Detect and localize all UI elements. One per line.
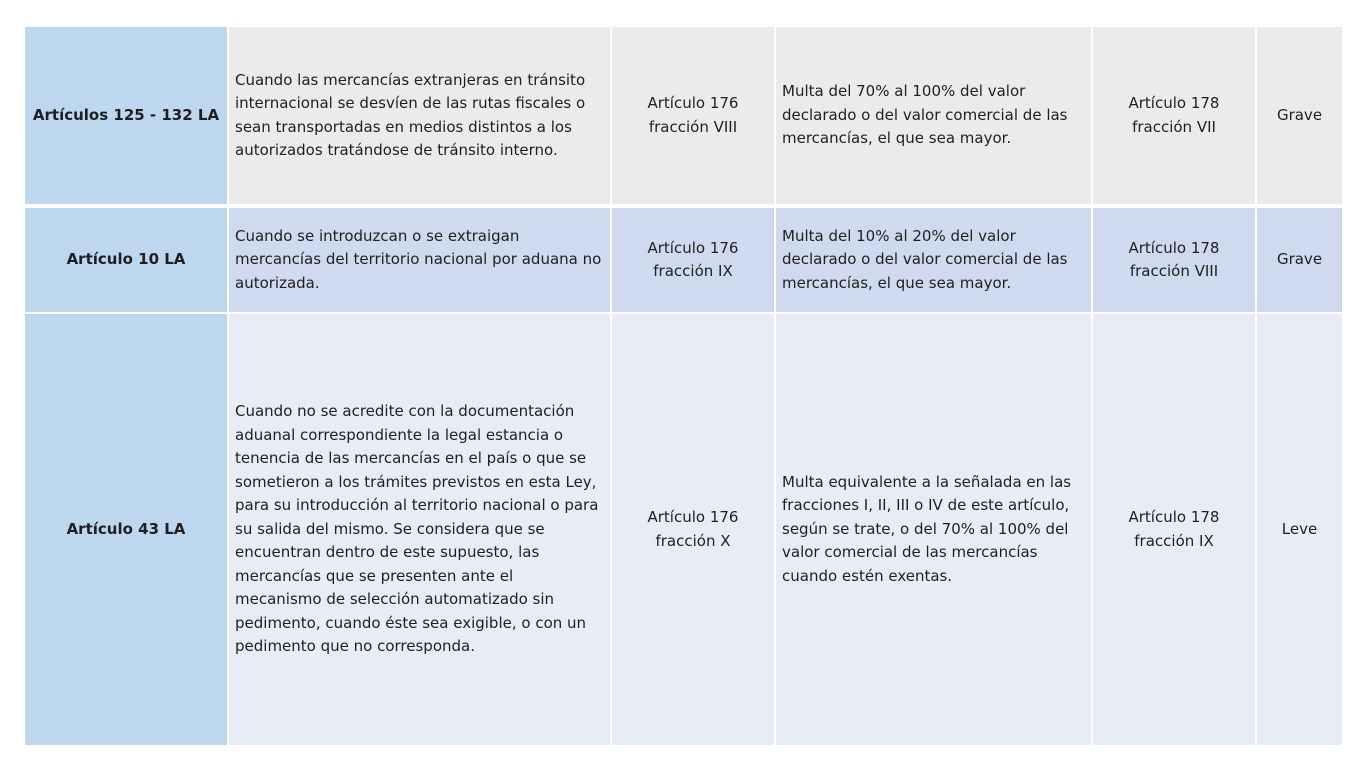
fundamento-infraccion-cell: Artículo 176 fracción X <box>611 313 775 745</box>
infractions-table <box>25 27 1342 745</box>
table-row <box>25 27 1342 206</box>
sancion-cell: Multa del 70% al 100% del valor declarado o del valor comercial de las mercancías, el que sea mayor. <box>775 27 1092 206</box>
gravedad-cell: Grave <box>1256 206 1342 313</box>
supuesto-cell: Cuando las mercancías extranjeras en tránsito internacional se desvíen de las rutas fiscales o sean transportadas en medios distintos a los autorizados tratándose de tránsito interno. <box>228 27 611 206</box>
table-row <box>25 313 1342 745</box>
fundamento-infraccion-cell: Artículo 176 fracción IX <box>611 206 775 313</box>
supuesto-cell: Cuando no se acredite con la documentación aduanal correspondiente la legal estancia o tenencia de las mercancías en el país o que se sometieron a los trámites previstos en esta Ley, para su introducción al territorio nacional o para su salida del mismo. Se considera que se encuentran dentro de este supuesto, las mercancías que se presenten ante el mecanismo de selección automatizado sin pedimento, cuando éste sea exigible, o con un pedimento que no corresponda. <box>228 313 611 745</box>
table-row <box>25 206 1342 313</box>
fundamento-sancion-cell: Artículo 178 fracción VIII <box>1092 206 1256 313</box>
article-cell: Artículo 10 LA <box>25 206 228 313</box>
sancion-cell: Multa equivalente a la señalada en las fracciones I, II, III o IV de este artículo, según se trate, o del 70% al 100% del valor comercial de las mercancías cuando estén exentas. <box>775 313 1092 745</box>
article-cell: Artículo 43 LA <box>25 313 228 745</box>
supuesto-cell: Cuando se introduzcan o se extraigan mercancías del territorio nacional por aduana no autorizada. <box>228 206 611 313</box>
fundamento-infraccion-cell: Artículo 176 fracción VIII <box>611 27 775 206</box>
gravedad-cell: Leve <box>1256 313 1342 745</box>
article-cell: Artículos 125 - 132 LA <box>25 27 228 206</box>
gravedad-cell: Grave <box>1256 27 1342 206</box>
fundamento-sancion-cell: Artículo 178 fracción VII <box>1092 27 1256 206</box>
fundamento-sancion-cell: Artículo 178 fracción IX <box>1092 313 1256 745</box>
sancion-cell: Multa del 10% al 20% del valor declarado o del valor comercial de las mercancías, el que sea mayor. <box>775 206 1092 313</box>
